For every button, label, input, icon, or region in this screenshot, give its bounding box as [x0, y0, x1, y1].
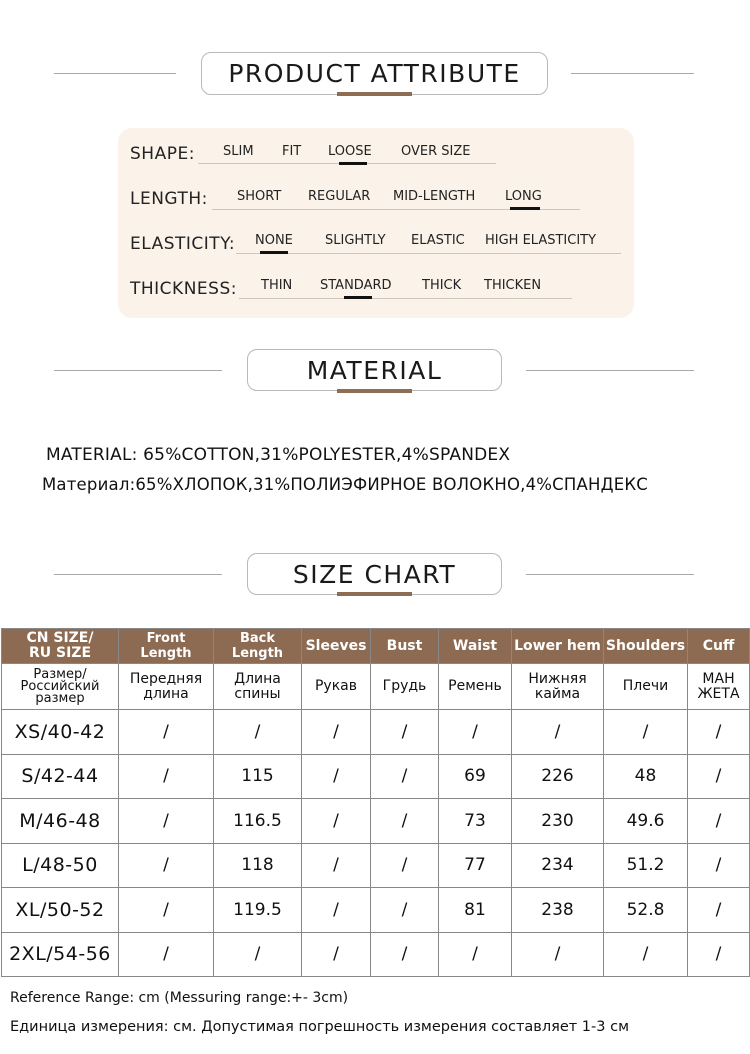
- size-cell: /: [119, 843, 214, 888]
- size-chart-table: [1, 628, 750, 977]
- header-ru-back-length: [214, 664, 302, 710]
- size-divider-left: [54, 574, 222, 575]
- attribute-label: ELASTICITY:: [130, 234, 236, 254]
- size-cell: 118: [214, 843, 302, 888]
- selected-option-mark: [260, 251, 288, 254]
- size-cell: 69: [439, 754, 512, 799]
- attribute-panel: [118, 128, 634, 318]
- size-cell: /: [688, 843, 750, 888]
- size-divider-right: [526, 574, 694, 575]
- header-sleeves: Sleeves: [302, 629, 371, 664]
- header-ru-line: Грудь: [382, 678, 427, 694]
- material-title-underline: [337, 389, 412, 393]
- attribute-option-selected: LOOSE: [328, 144, 372, 159]
- size-row-xs: [2, 710, 750, 755]
- material-text-ru: Материал:65%ХЛОПОК,31%ПОЛИЭФИРНОЕ ВОЛОКНО,4%СПАНДЕКС: [42, 475, 648, 494]
- attribute-divider-left: [54, 73, 176, 74]
- header-ru-line: ЖЕТА: [697, 685, 740, 702]
- size-cell: /: [604, 932, 688, 977]
- size-row-s: [2, 754, 750, 799]
- material-divider-left: [54, 370, 222, 371]
- size-cell: 81: [439, 888, 512, 933]
- size-cell: /: [371, 843, 439, 888]
- attribute-option-selected: NONE: [255, 233, 293, 248]
- attribute-row-elasticity: [118, 230, 634, 260]
- size-cell: 51.2: [604, 843, 688, 888]
- header-ru-line: длина: [143, 685, 189, 702]
- reference-note-ru: Единица измерения: см. Допустимая погрешность измерения составляет 1-3 см: [10, 1019, 630, 1035]
- size-header-row-ru: [2, 664, 750, 710]
- attribute-row-line: [239, 298, 572, 299]
- size-row-l: [2, 843, 750, 888]
- size-cell: 73: [439, 799, 512, 844]
- size-cell: 234: [512, 843, 604, 888]
- size-row-xl: [2, 888, 750, 933]
- size-cell: 238: [512, 888, 604, 933]
- attribute-option: ELASTIC: [411, 233, 465, 248]
- header-ru-line: Ремень: [448, 678, 502, 694]
- size-cell: /: [688, 799, 750, 844]
- size-header-line: RU SIZE: [28, 645, 92, 661]
- header-ru-line: Рукав: [314, 678, 357, 694]
- size-cell: 77: [439, 843, 512, 888]
- size-cell: /: [512, 932, 604, 977]
- header-back-length: Back Length: [214, 629, 302, 664]
- size-cell: /: [302, 888, 371, 933]
- attribute-option-selected: LONG: [505, 189, 542, 204]
- size-cell: /: [214, 932, 302, 977]
- size-cell: /: [604, 710, 688, 755]
- attribute-label: THICKNESS:: [130, 279, 237, 299]
- header-front-length: Front Length: [119, 629, 214, 664]
- size-label: 2XL/54-56: [2, 932, 119, 977]
- size-cell: /: [371, 888, 439, 933]
- header-ru-line: спины: [234, 685, 281, 702]
- size-header-line: Российский: [20, 678, 100, 694]
- size-cell: /: [371, 710, 439, 755]
- size-cell: /: [119, 799, 214, 844]
- attribute-row-shape: [118, 142, 634, 172]
- size-cell: 230: [512, 799, 604, 844]
- attribute-section-title: PRODUCT ATTRIBUTE: [201, 52, 548, 95]
- size-cell: 226: [512, 754, 604, 799]
- size-cell: /: [688, 932, 750, 977]
- size-cell: /: [119, 710, 214, 755]
- header-ru-line: Длина: [234, 670, 281, 687]
- size-label: XS/40-42: [2, 710, 119, 755]
- attribute-option: OVER SIZE: [401, 144, 471, 159]
- attribute-option: SHORT: [237, 189, 282, 204]
- size-title-underline: [337, 592, 412, 596]
- size-cell: /: [371, 799, 439, 844]
- reference-note-en: Reference Range: cm (Messuring range:+- 3cm): [10, 990, 349, 1006]
- size-cell: /: [688, 888, 750, 933]
- attribute-option: FIT: [282, 144, 302, 159]
- size-header-cell: [2, 629, 119, 664]
- header-ru-line: кайма: [534, 685, 581, 702]
- header-ru-line: МАН: [702, 670, 735, 687]
- size-cell: /: [119, 754, 214, 799]
- size-cell: 52.8: [604, 888, 688, 933]
- size-header-line: CN SIZE/: [26, 630, 94, 646]
- attribute-option-selected: STANDARD: [320, 278, 392, 293]
- size-cell: /: [214, 710, 302, 755]
- attribute-option: THICK: [422, 278, 462, 293]
- header-bust: Bust: [371, 629, 439, 664]
- header-ru-line: Передняя: [129, 670, 203, 687]
- size-cell: /: [119, 932, 214, 977]
- size-cell: /: [688, 754, 750, 799]
- size-label: S/42-44: [2, 754, 119, 799]
- size-cell: /: [119, 888, 214, 933]
- selected-option-mark: [344, 296, 372, 299]
- size-row-2xl: [2, 932, 750, 977]
- header-ru-lower-hem: [512, 664, 604, 710]
- selected-option-mark: [510, 207, 540, 210]
- attribute-row-length: [118, 186, 634, 216]
- header-ru-bust: [371, 664, 439, 710]
- header-ru-line: Плечи: [622, 678, 669, 694]
- size-row-m: [2, 799, 750, 844]
- header-ru-shoulders: [604, 664, 688, 710]
- size-header-ru-cell: [2, 664, 119, 710]
- attribute-title-underline: [337, 92, 412, 96]
- attribute-option: SLIGHTLY: [325, 233, 386, 248]
- size-cell: 116.5: [214, 799, 302, 844]
- attribute-option: HIGH ELASTICITY: [485, 233, 597, 248]
- size-cell: /: [439, 710, 512, 755]
- attribute-option: REGULAR: [308, 189, 371, 204]
- material-section-title: MATERIAL: [247, 349, 502, 391]
- size-cell: /: [302, 799, 371, 844]
- attribute-label: SHAPE:: [130, 144, 195, 164]
- header-ru-cuff: [688, 664, 750, 710]
- size-cell: 49.6: [604, 799, 688, 844]
- attribute-divider-right: [571, 73, 694, 74]
- size-section-title: SIZE CHART: [247, 553, 502, 595]
- size-cell: /: [371, 754, 439, 799]
- size-cell: /: [371, 932, 439, 977]
- size-cell: /: [302, 843, 371, 888]
- attribute-option: MID-LENGTH: [393, 189, 476, 204]
- size-cell: /: [439, 932, 512, 977]
- size-header-row-en: [2, 629, 750, 664]
- header-lower-hem: Lower hem: [512, 629, 604, 664]
- size-cell: 119.5: [214, 888, 302, 933]
- header-shoulders: Shoulders: [604, 629, 688, 664]
- size-cell: 48: [604, 754, 688, 799]
- size-cell: /: [512, 710, 604, 755]
- header-waist: Waist: [439, 629, 512, 664]
- header-cuff: Cuff: [688, 629, 750, 664]
- selected-option-mark: [339, 162, 367, 165]
- attribute-option: THICKEN: [484, 278, 542, 293]
- size-label: M/46-48: [2, 799, 119, 844]
- material-text-en: MATERIAL: 65%COTTON,31%POLYESTER,4%SPANDEX: [46, 445, 511, 465]
- attribute-option: THIN: [261, 278, 293, 293]
- attribute-option: SLIM: [223, 144, 254, 159]
- size-header-line: размер: [35, 690, 85, 706]
- material-divider-right: [526, 370, 694, 371]
- size-label: XL/50-52: [2, 888, 119, 933]
- attribute-label: LENGTH:: [130, 189, 208, 209]
- header-ru-waist: [439, 664, 512, 710]
- size-cell: /: [688, 710, 750, 755]
- attribute-row-thickness: [118, 275, 634, 305]
- size-cell: /: [302, 932, 371, 977]
- header-ru-sleeves: [302, 664, 371, 710]
- size-cell: 115: [214, 754, 302, 799]
- attribute-row-line: [236, 253, 621, 254]
- header-ru-line: Нижняя: [528, 670, 587, 687]
- size-cell: /: [302, 710, 371, 755]
- size-header-line: Размер/: [33, 666, 87, 682]
- header-ru-front-length: [119, 664, 214, 710]
- size-cell: /: [302, 754, 371, 799]
- size-label: L/48-50: [2, 843, 119, 888]
